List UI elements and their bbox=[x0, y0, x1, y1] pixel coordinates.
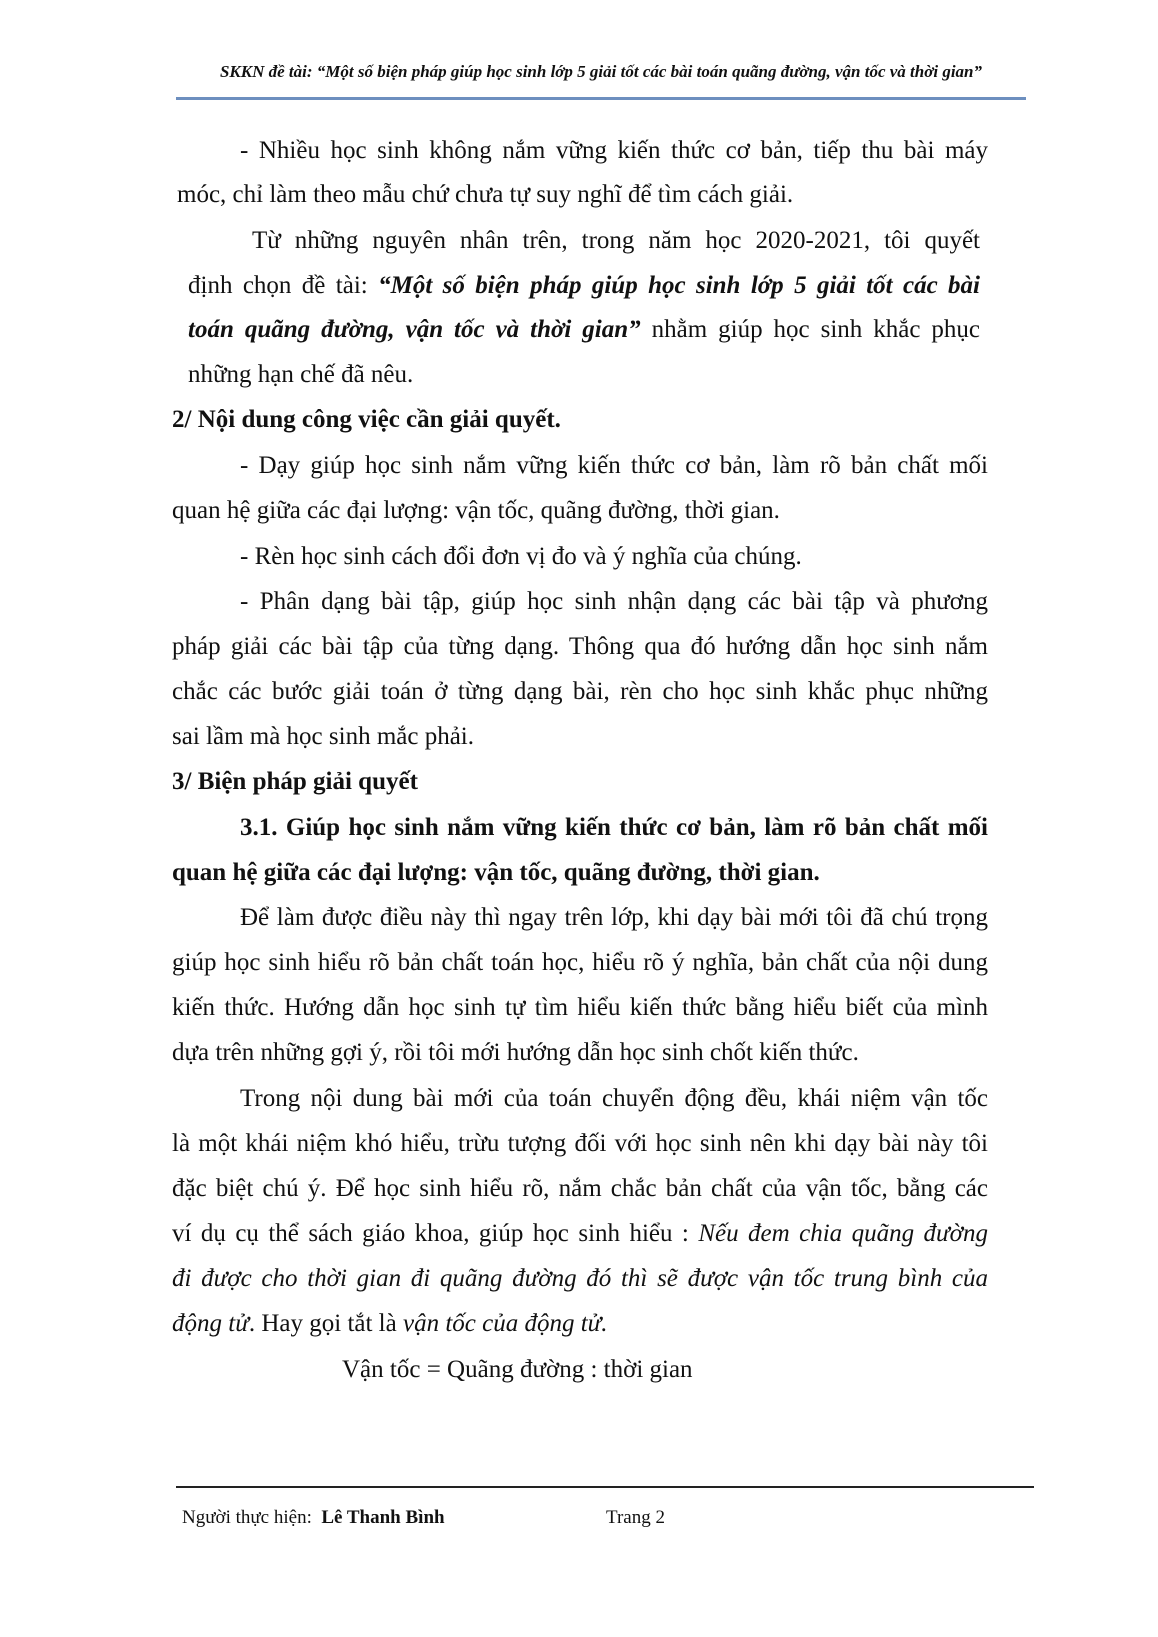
footer-author bbox=[182, 1506, 445, 1530]
header-divider bbox=[176, 97, 1026, 100]
section-heading: 2/ Nội dung công việc cần giải quyết. bbox=[172, 406, 561, 433]
paragraph-line: quan hệ giữa các đại lượng: vận tốc, quãng đường, thời gian. bbox=[172, 497, 780, 524]
topic-title: toán quãng đường, vận tốc và thời gian” bbox=[188, 316, 641, 343]
paragraph-line: - Phân dạng bài tập, giúp học sinh nhận dạng các bài tập và phương bbox=[240, 588, 988, 615]
author-name: Lê Thanh Bình bbox=[321, 1507, 445, 1528]
definition-text: vận tốc của động tử. bbox=[402, 1310, 608, 1337]
paragraph-line: là một khái niệm khó hiểu, trừu tượng đối với học sinh nên khi dạy bài này tôi bbox=[172, 1130, 988, 1157]
paragraph-line: Để làm được điều này thì ngay trên lớp, khi dạy bài mới tôi đã chú trọng bbox=[240, 904, 988, 931]
paragraph-line: giúp học sinh hiểu rõ bản chất toán học, hiểu rõ ý nghĩa, bản chất của nội dung bbox=[172, 949, 988, 976]
paragraph-line: chắc các bước giải toán ở từng dạng bài, rèn cho học sinh khắc phục những bbox=[172, 678, 988, 705]
definition-text: Nếu đem chia quãng đường bbox=[698, 1220, 988, 1247]
paragraph-line: những hạn chế đã nêu. bbox=[188, 361, 414, 388]
paragraph-line bbox=[172, 1219, 988, 1249]
definition-text: động tử bbox=[172, 1310, 249, 1337]
text-run: định chọn đề tài: bbox=[188, 272, 379, 299]
paragraph-line: - Nhiều học sinh không nắm vững kiến thức cơ bản, tiếp thu bài máy bbox=[240, 137, 988, 164]
paragraph-line bbox=[188, 271, 980, 301]
subsection-heading: 3.1. Giúp học sinh nắm vững kiến thức cơ bản, làm rõ bản chất mối bbox=[240, 814, 988, 841]
paragraph-line: Từ những nguyên nhân trên, trong năm học 2020-2021, tôi quyết bbox=[252, 227, 980, 254]
author-label: Người thực hiện: bbox=[182, 1507, 312, 1528]
definition-text: đi được cho thời gian đi quãng đường đó thì sẽ được vận tốc trung bình của bbox=[172, 1265, 988, 1292]
paragraph-line: - Rèn học sinh cách đổi đơn vị đo và ý nghĩa của chúng. bbox=[240, 543, 802, 570]
paragraph-line bbox=[188, 315, 980, 345]
paragraph-line: đặc biệt chú ý. Để học sinh hiểu rõ, nắm chắc bản chất của vận tốc, bằng các bbox=[172, 1175, 988, 1202]
paragraph-line: móc, chỉ làm theo mẫu chứ chưa tự suy nghĩ để tìm cách giải. bbox=[177, 181, 794, 208]
paragraph-line: sai lầm mà học sinh mắc phải. bbox=[172, 723, 475, 750]
text-run: . Hay gọi tắt là bbox=[248, 1310, 403, 1337]
paragraph-line: - Dạy giúp học sinh nắm vững kiến thức cơ bản, làm rõ bản chất mối bbox=[240, 452, 988, 479]
page-number: Trang 2 bbox=[606, 1507, 665, 1528]
text-run: ví dụ cụ thể sách giáo khoa, giúp học sinh hiểu : bbox=[172, 1220, 699, 1247]
formula: Vận tốc = Quãng đường : thời gian bbox=[342, 1356, 693, 1383]
topic-title: “Một số biện pháp giúp học sinh lớp 5 giải tốt các bài bbox=[378, 272, 980, 299]
section-heading: 3/ Biện pháp giải quyết bbox=[172, 768, 418, 795]
subsection-heading: quan hệ giữa các đại lượng: vận tốc, quãng đường, thời gian. bbox=[172, 859, 820, 886]
paragraph-line: Trong nội dung bài mới của toán chuyển động đều, khái niệm vận tốc bbox=[240, 1085, 988, 1112]
paragraph-line bbox=[172, 1309, 608, 1339]
footer-divider bbox=[176, 1486, 1034, 1488]
page-header: SKKN đề tài: “Một số biện pháp giúp học sinh lớp 5 giải tốt các bài toán quãng đường, vận tốc và thời gian” bbox=[219, 62, 983, 81]
paragraph-line: pháp giải các bài tập của từng dạng. Thông qua đó hướng dẫn học sinh nắm bbox=[172, 633, 988, 660]
paragraph-line: dựa trên những gợi ý, rồi tôi mới hướng dẫn học sinh chốt kiến thức. bbox=[172, 1039, 859, 1066]
paragraph-line: kiến thức. Hướng dẫn học sinh tự tìm hiểu kiến thức bằng hiểu biết của mình bbox=[172, 994, 988, 1021]
text-run: nhằm giúp học sinh khắc phục bbox=[640, 316, 980, 343]
